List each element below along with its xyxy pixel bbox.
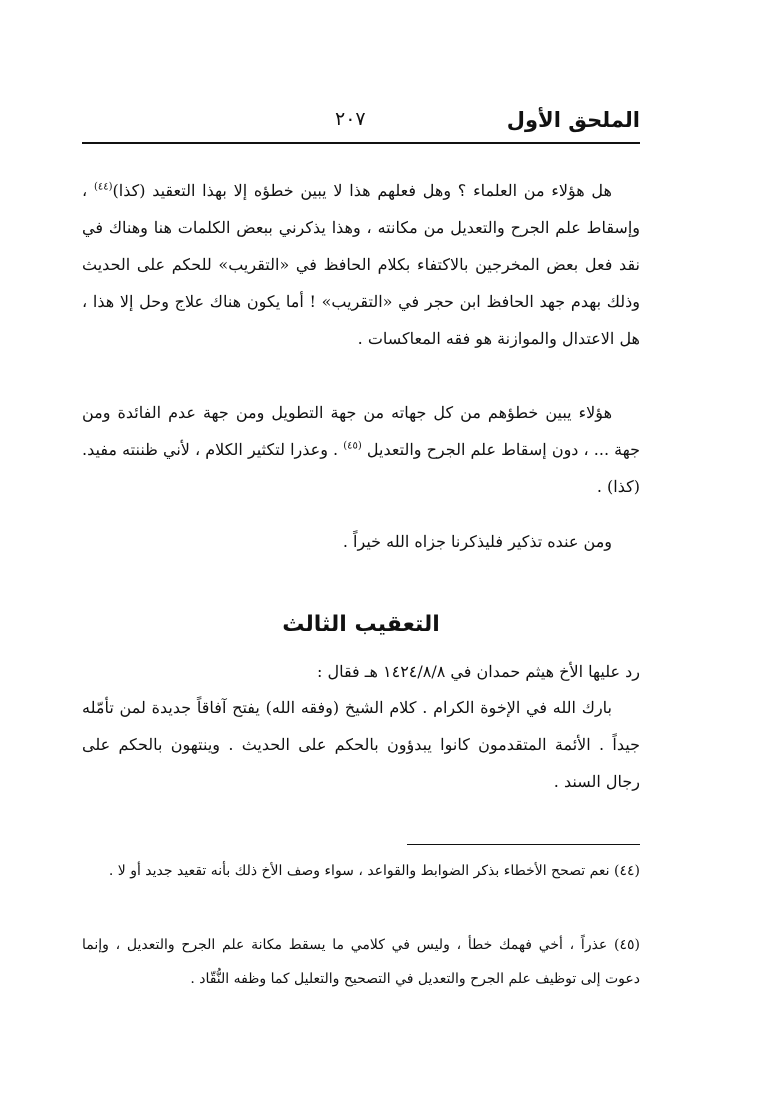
paragraph-1-text-b: ، وإسقاط علم الجرح والتعديل من مكانته ، وهذا يذكرني ببعض الكلمات هنا وهناك في نقد فعل بعض المخرجين بالاكتفاء بكلام الحافظ في «التقريب» للحكم على الحديث وذلك بهدم جهد الحافظ ابن حجر في «التقريب» ! أما يكون هناك علاج وحل إلا هذا ، هل الاعتدال والموازنة هو فقه المعاكسات . bbox=[82, 181, 641, 348]
paragraph-1 bbox=[82, 172, 640, 357]
chapter-title: الملحق الأول bbox=[506, 108, 640, 132]
page-number: ٢٠٧ bbox=[335, 108, 366, 130]
footnote-45: (٤٥) عذراً ، أخي فهمك خطأ ، وليس في كلامي ما يسقط مكانة علم الجرح والتعديل ، وإنما دعوت إلى توظيف علم الجرح والتعديل في التصحيح والتعليل كما وظفه النُّقّاد . bbox=[82, 937, 640, 987]
note-ref-44[interactable]: (٤٤) bbox=[93, 181, 113, 193]
paragraph-2 bbox=[82, 394, 640, 505]
book-page bbox=[82, 0, 640, 1120]
footnote-44: (٤٤) نعم تصحح الأخطاء بذكر الضوابط والقواعد ، سواء وصف الأخ ذلك بأنه تقعيد جديد أو لا . bbox=[108, 863, 640, 879]
paragraph-4: رد عليها الأخ هيثم حمدان في ١٤٢٤/٨/٨ هـ فقال : bbox=[316, 662, 640, 681]
running-header bbox=[82, 102, 640, 142]
paragraph-5: بارك الله في الإخوة الكرام . كلام الشيخ (وفقه الله) يفتح آفاقاً جديدة لمن تأمّله جيداً . الأئمة المتقدمون كانوا يبدؤون بالحكم على الحديث . وينتهون بالحكم على رجال السند . bbox=[82, 698, 640, 791]
paragraph-2-text-a: هؤلاء يبين خطؤهم من كل جهاته من جهة التطويل ومن جهة عدم الفائدة ومن جهة ... ، دون إسقاط علم الجرح والتعديل bbox=[82, 403, 640, 459]
paragraph-1-text-a: هل هؤلاء من العلماء ؟ وهل فعلهم هذا لا يبين خطؤه إلا بهذا التعقيد (كذا) bbox=[112, 181, 612, 200]
header-rule bbox=[82, 142, 640, 144]
note-ref-45[interactable]: (٤٥) bbox=[343, 440, 362, 452]
footnote-separator bbox=[407, 844, 640, 845]
section-heading: التعقيب الثالث bbox=[282, 612, 440, 637]
paragraph-3: ومن عنده تذكير فليذكرنا جزاه الله خيراً . bbox=[342, 532, 612, 551]
paragraph-2-text-b: . وعذرا لتكثير الكلام ، لأني ظننته مفيد. (كذا) . bbox=[82, 440, 640, 496]
